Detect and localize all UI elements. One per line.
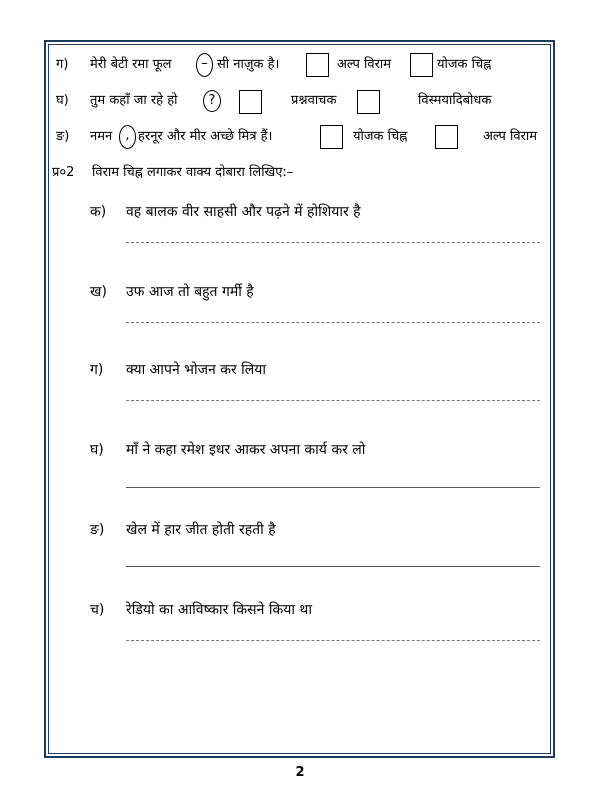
circled-punctuation: ,: [119, 125, 136, 149]
question-number: प्र०2: [52, 165, 75, 180]
answer-line[interactable]: [126, 566, 540, 567]
question-text: वह बालक वीर साहसी और पढ़ने में होशियार है: [126, 204, 361, 220]
row-label: ग): [56, 57, 69, 72]
question-label: ग): [90, 362, 104, 378]
answer-line[interactable]: [126, 640, 540, 641]
question-text: खेल में हार जीत होती रहती है: [126, 522, 276, 538]
option-label: योजक चिह्न: [437, 57, 492, 72]
circled-punctuation: ?: [203, 90, 221, 112]
answer-line[interactable]: [126, 400, 540, 401]
option-label: अल्प विराम: [337, 57, 392, 72]
sentence-part-before: मेरी बेटी रमा फूल: [90, 57, 172, 72]
question-text: रेडियो का आविष्कार किसने किया था: [126, 602, 313, 618]
question-text: उफ आज तो बहुत गर्मी है: [126, 284, 254, 300]
sentence-part-before: नमन: [90, 129, 113, 144]
question-text: क्या आपने भोजन कर लिया: [126, 362, 267, 378]
answer-checkbox[interactable]: [435, 125, 458, 149]
option-label: प्रश्नवाचक: [291, 93, 337, 108]
question-label: च): [90, 602, 105, 618]
question-text: माँ ने कहा रमेश इधर आकर अपना कार्य कर लो: [126, 442, 366, 458]
row-label: ङ): [56, 129, 70, 144]
answer-checkbox[interactable]: [320, 125, 343, 149]
circled-punctuation: –: [196, 53, 213, 77]
answer-checkbox[interactable]: [306, 53, 329, 77]
row-label: घ): [56, 93, 69, 108]
option-label: योजक चिह्न: [353, 129, 408, 144]
question-label: क): [90, 204, 107, 220]
answer-checkbox[interactable]: [410, 53, 433, 77]
page-border-inner: [48, 44, 551, 754]
sentence-part-after: सी नाज़ुक है।: [217, 57, 280, 72]
question-label: ख): [90, 284, 107, 300]
option-label: अल्प विराम: [483, 129, 538, 144]
answer-checkbox[interactable]: [239, 90, 262, 114]
question-label: ङ): [90, 522, 105, 538]
question-label: घ): [90, 442, 104, 458]
section-instruction: विराम चिह्न लगाकर वाक्य दोबारा लिखिए:–: [92, 165, 294, 180]
sentence-part-before: तुम कहाँ जा रहे हो: [90, 93, 178, 108]
answer-checkbox[interactable]: [357, 90, 380, 114]
page-number: 2: [295, 765, 305, 780]
option-label: विस्मयादिबोधक: [418, 93, 492, 108]
sentence-part-after: हरनूर और मीर अच्छे मित्र हैं।: [138, 129, 273, 144]
answer-line[interactable]: [126, 322, 540, 323]
answer-line[interactable]: [126, 487, 540, 488]
answer-line[interactable]: [126, 242, 540, 243]
